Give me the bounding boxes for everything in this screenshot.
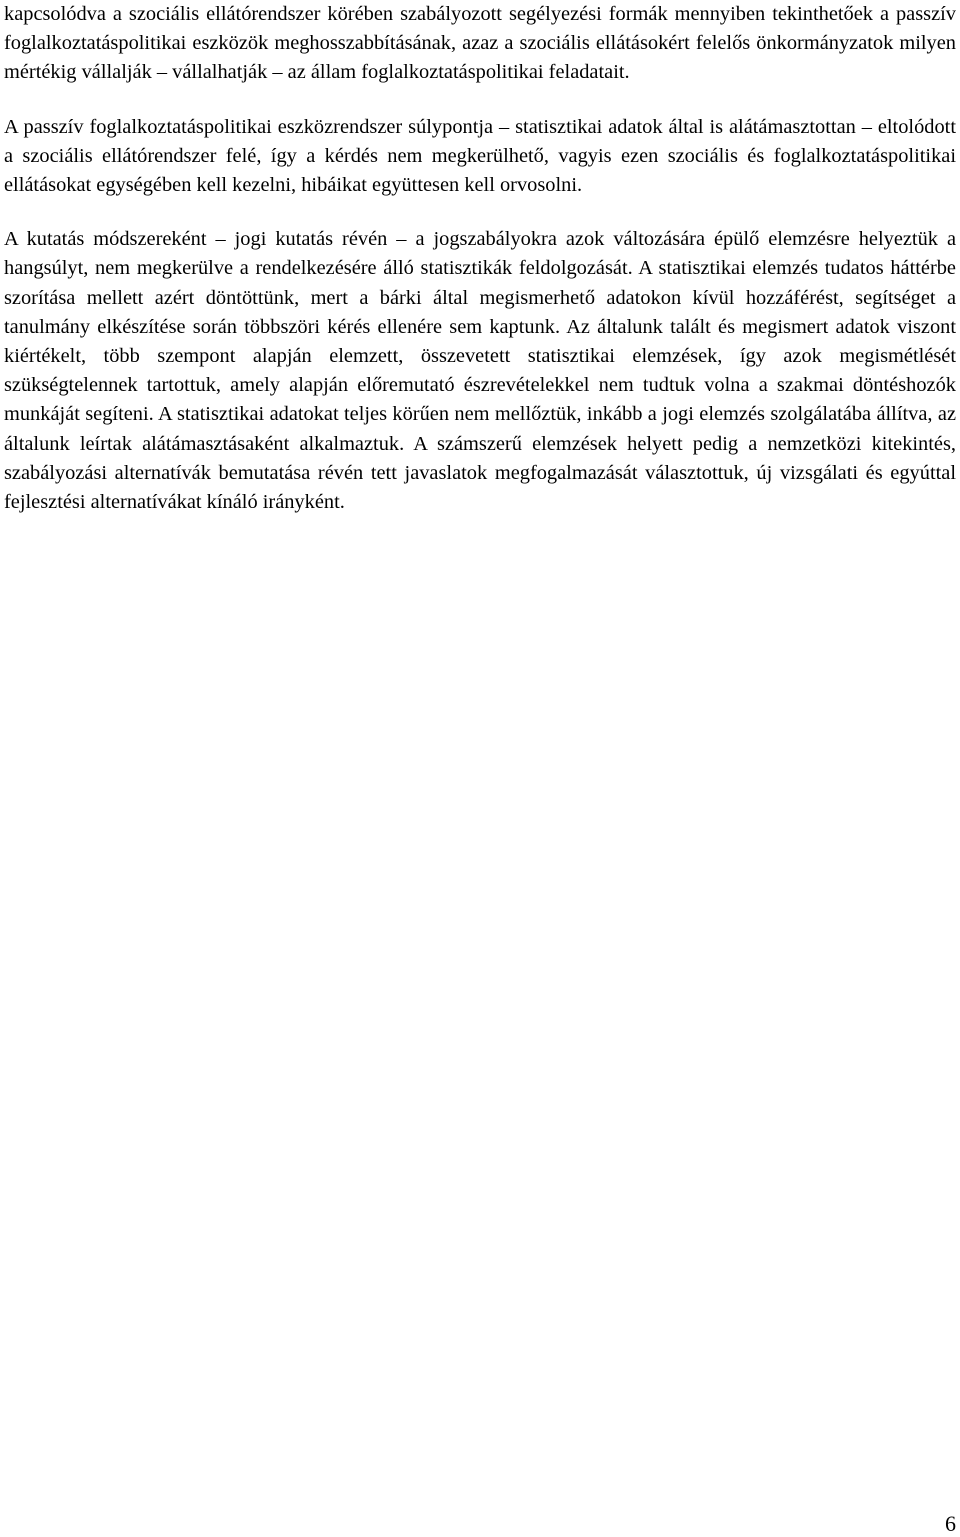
paragraph-3: A kutatás módszereként – jogi kutatás révén – a jogszabályokra azok változására épülő elemzésre helyeztük a hangsúlyt, nem megkerülve a rendelkezésére álló statisztikák feldolgozását. A statisztikai elemzés tudatos háttérbe szorítása mellett azért döntöttünk, mert a bárki által megismerhető adatokon kívül hozzáférést, segítséget a tanulmány elkészítése során többszöri kérés ellenére sem kaptunk. Az általunk talált és megismert adatok viszont kiértékelt, több szempont alapján elemzett, összevetett statisztikai elemzések, így azok megismétlését szükségtelennek tartottuk, amely alapján előremutató észrevételekkel nem tudtuk volna a szakmai döntéshozók munkáját segíteni. A statisztikai adatokat teljes körűen nem mellőztük, inkább a jogi elemzés szolgálatába állítva, az általunk leírtak alátámasztásaként alkalmaztuk. A számszerű elemzések helyett pedig a nemzetközi kitekintés, szabályozási alternatívák bemutatása révén tett javaslatok megfogalmazását választottuk, új vizsgálati és egyúttal fejlesztési alternatívákat kínáló irányként. [4, 228, 956, 514]
page-number: 6 [945, 1511, 956, 1536]
paragraph-1: kapcsolódva a szociális ellátórendszer körében szabályozott segélyezési formák mennyiben tekinthetőek a passzív foglalkoztatáspolitikai eszközök meghosszabbításának, azaz a szociális ellátásokért felelős önkormányzatok milyen mértékig vállalják – vállalhatják – az állam foglalkoztatáspolitikai feladatait. [4, 3, 956, 84]
paragraph-2: A passzív foglalkoztatáspolitikai eszközrendszer súlypontja – statisztikai adatok által is alátámasztottan – eltolódott a szociális ellátórendszer felé, így a kérdés nem megkerülhető, vagyis ezen szociális és foglalkoztatáspolitikai ellátásokat egységében kell kezelni, hibáikat együttesen kell orvosolni. [4, 115, 956, 197]
document-page [4, 0, 956, 517]
